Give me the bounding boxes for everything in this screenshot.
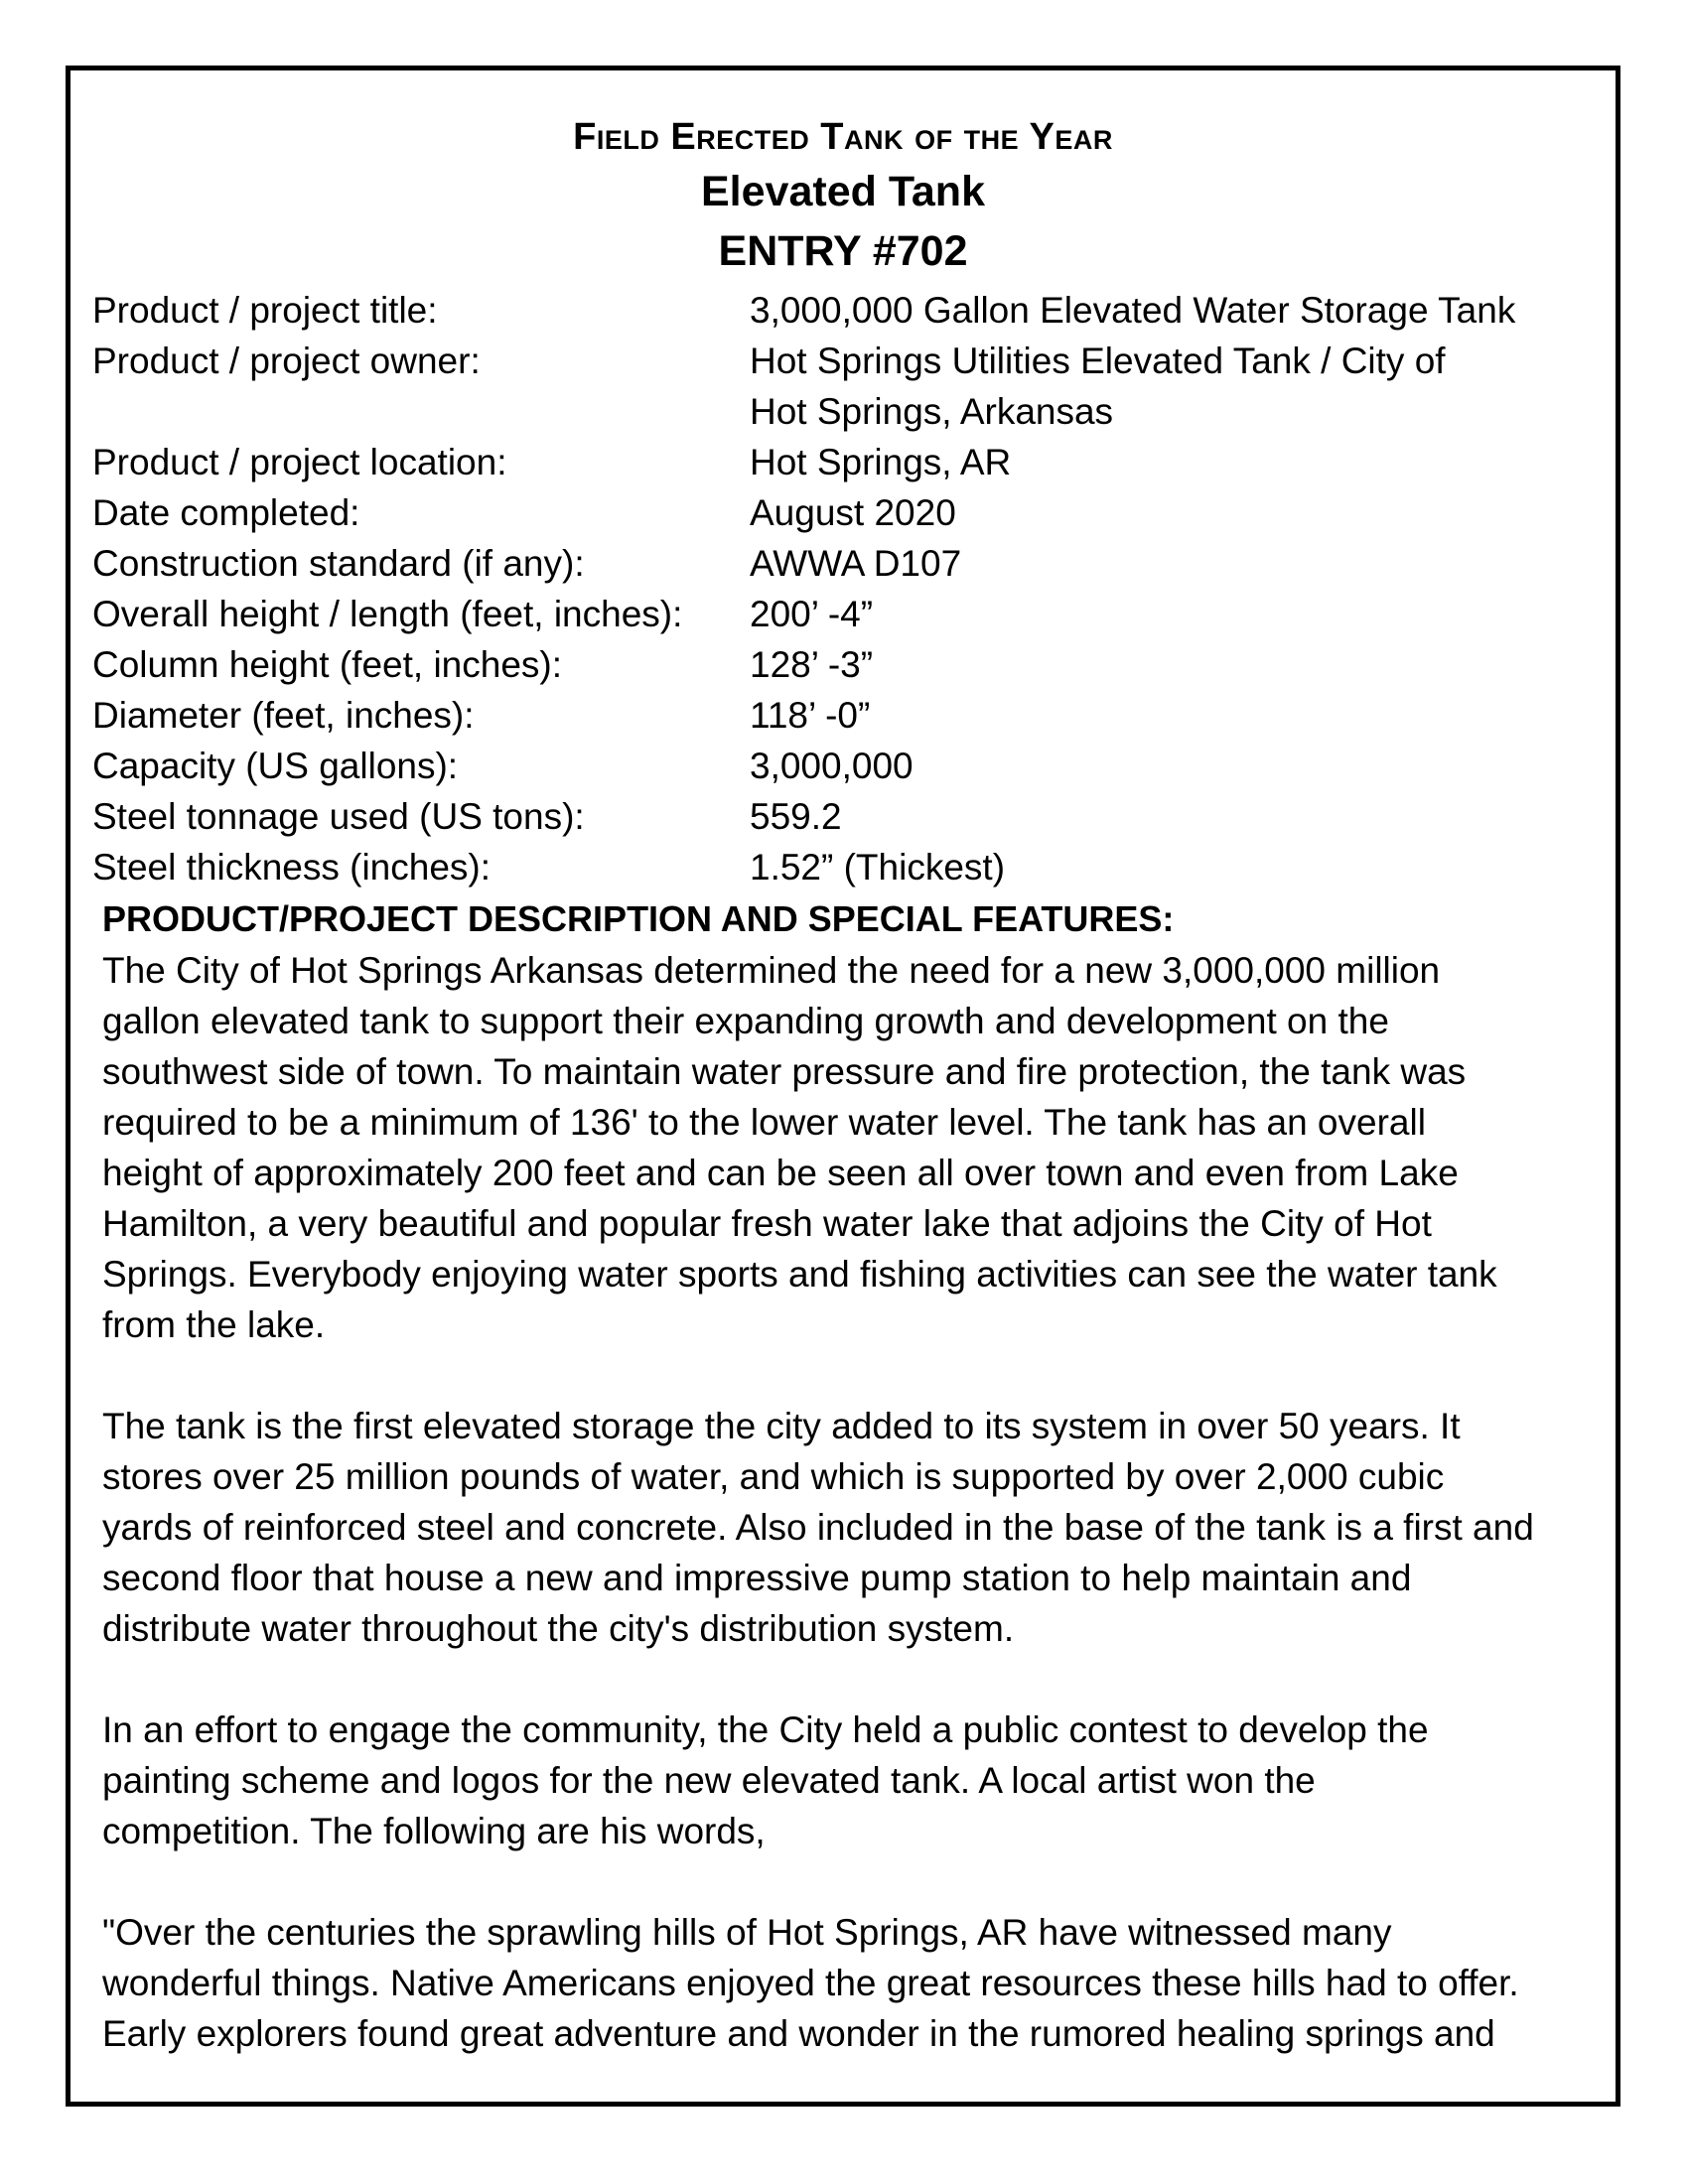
spec-value-line: 1.52” (Thickest) xyxy=(750,847,1006,887)
text-line: Hamilton, a very beautiful and popular fresh water lake that adjoins the City of Hot xyxy=(102,1203,1432,1244)
spec-value-line: AWWA D107 xyxy=(750,543,962,584)
spec-value xyxy=(750,741,1602,791)
description-body xyxy=(102,945,1592,2110)
text-line: gallon elevated tank to support their expanding growth and development on the xyxy=(102,1001,1389,1041)
spec-table xyxy=(92,285,1602,892)
spec-row-date xyxy=(92,487,1602,538)
text-line: competition. The following are his words, xyxy=(102,1811,766,1851)
spec-row-thickness xyxy=(92,842,1602,892)
text-line: In an effort to engage the community, the City held a public contest to develop the xyxy=(102,1709,1429,1750)
spec-value xyxy=(750,538,1602,589)
text-line: "Over the centuries the sprawling hills of Hot Springs, AR have witnessed many xyxy=(102,1912,1392,1953)
spec-label: Overall height / length (feet, inches): xyxy=(92,594,683,634)
spec-value xyxy=(750,589,1602,639)
text-line: Springs. Everybody enjoying water sports and fishing activities can see the water tank xyxy=(102,1254,1497,1295)
spec-value xyxy=(750,690,1602,741)
spec-value-line: Hot Springs Utilities Elevated Tank / City of xyxy=(750,341,1446,381)
spec-row-standard xyxy=(92,538,1602,589)
spec-value xyxy=(750,791,1602,842)
text-line: required to be a minimum of 136' to the lower water level. The tank has an overall xyxy=(102,1102,1426,1143)
text-line: wonderful things. Native Americans enjoyed the great resources these hills had to offer. xyxy=(102,1963,1519,2003)
description-heading: PRODUCT/PROJECT DESCRIPTION AND SPECIAL FEATURES: xyxy=(102,898,1175,939)
text-line: height of approximately 200 feet and can be seen all over town and even from Lake xyxy=(102,1153,1459,1193)
spec-row-tonnage xyxy=(92,791,1602,842)
spec-value-line: Hot Springs, Arkansas xyxy=(750,391,1114,432)
award-category: Field Erected Tank of the Year xyxy=(573,116,1113,158)
spec-label: Product / project location: xyxy=(92,442,507,482)
description-paragraph xyxy=(102,1705,1592,1856)
spec-label: Capacity (US gallons): xyxy=(92,746,459,786)
text-line: from the lake. xyxy=(102,1304,326,1345)
spec-row-capacity xyxy=(92,741,1602,791)
description-paragraph xyxy=(102,1401,1592,1654)
spec-label: Date completed: xyxy=(92,492,360,533)
spec-label: Diameter (feet, inches): xyxy=(92,695,475,736)
entry-header xyxy=(70,112,1616,281)
spec-label: Column height (feet, inches): xyxy=(92,644,563,685)
spec-value-line: Hot Springs, AR xyxy=(750,442,1012,482)
award-subcategory: Elevated Tank xyxy=(701,168,985,215)
text-line: yards of reinforced steel and concrete. Also included in the base of the tank is a first and xyxy=(102,1507,1534,1548)
spec-row-location xyxy=(92,437,1602,487)
spec-value-line: 559.2 xyxy=(750,796,842,837)
spec-value-line: 128’ -3” xyxy=(750,644,874,685)
spec-row-column-height xyxy=(92,639,1602,690)
description-paragraph xyxy=(102,945,1592,1350)
spec-label: Steel thickness (inches): xyxy=(92,847,492,887)
text-line: distribute water throughout the city's distribution system. xyxy=(102,1608,1015,1649)
description-paragraph xyxy=(102,1907,1592,2059)
spec-row-owner xyxy=(92,336,1602,437)
spec-value-line: 3,000,000 Gallon Elevated Water Storage Tank xyxy=(750,290,1516,331)
spec-row-title xyxy=(92,285,1602,336)
spec-label: Product / project title: xyxy=(92,290,438,331)
spec-value xyxy=(750,285,1602,336)
text-line: Early explorers found great adventure and wonder in the rumored healing springs and xyxy=(102,2013,1495,2054)
spec-label: Steel tonnage used (US tons): xyxy=(92,796,585,837)
text-line: second floor that house a new and impressive pump station to help maintain and xyxy=(102,1558,1412,1598)
text-line: southwest side of town. To maintain water pressure and fire protection, the tank was xyxy=(102,1051,1467,1092)
page-border xyxy=(66,66,1620,2107)
spec-value xyxy=(750,487,1602,538)
spec-value-line: 3,000,000 xyxy=(750,746,914,786)
spec-value xyxy=(750,842,1602,892)
entry-number: ENTRY #702 xyxy=(718,227,968,275)
spec-value-line: 118’ -0” xyxy=(750,695,871,736)
spec-value-line: 200’ -4” xyxy=(750,594,874,634)
spec-value xyxy=(750,336,1602,437)
text-line: The City of Hot Springs Arkansas determined the need for a new 3,000,000 million xyxy=(102,950,1441,991)
spec-label: Product / project owner: xyxy=(92,341,481,381)
spec-value xyxy=(750,437,1602,487)
spec-value xyxy=(750,639,1602,690)
text-line: The tank is the first elevated storage the city added to its system in over 50 years. It xyxy=(102,1406,1461,1446)
spec-row-overall-height xyxy=(92,589,1602,639)
spec-value-line: August 2020 xyxy=(750,492,956,533)
text-line: stores over 25 million pounds of water, and which is supported by over 2,000 cubic xyxy=(102,1456,1445,1497)
spec-row-diameter xyxy=(92,690,1602,741)
spec-label: Construction standard (if any): xyxy=(92,543,585,584)
text-line: painting scheme and logos for the new elevated tank. A local artist won the xyxy=(102,1760,1316,1801)
